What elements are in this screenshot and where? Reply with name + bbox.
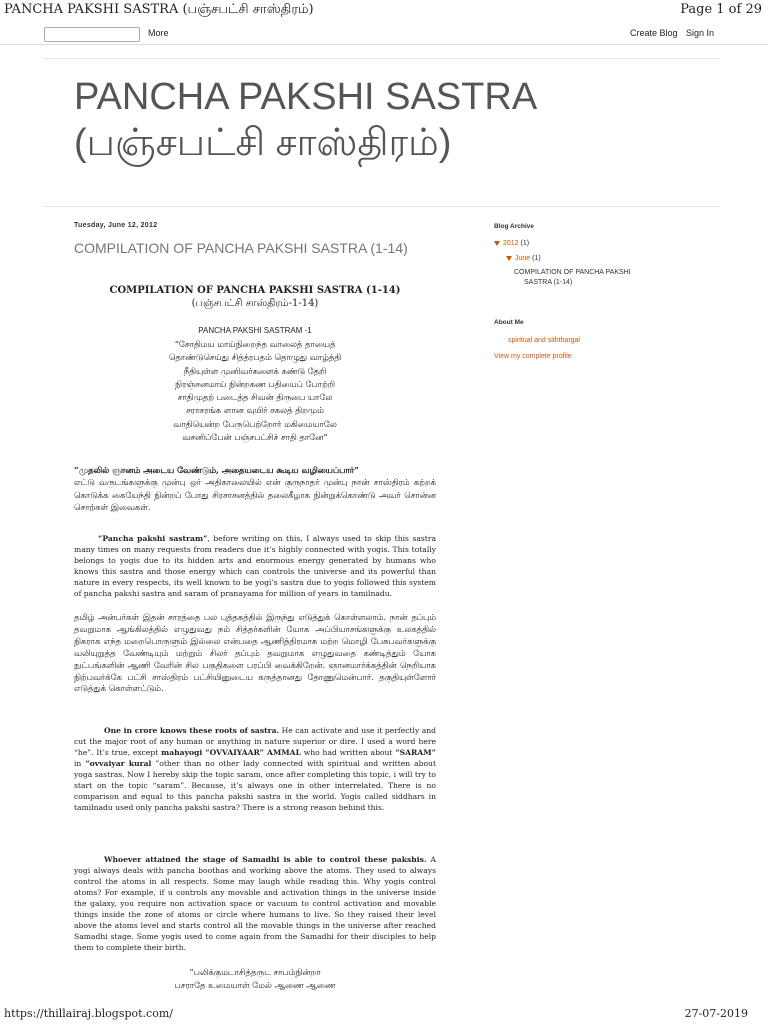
post-heading <box>74 284 436 310</box>
poem-line: வாதியென்ற பேருபெற்றோர் மகிமையாலே <box>173 418 337 429</box>
sign-in-link[interactable]: Sign In <box>686 28 715 38</box>
archive-month[interactable] <box>506 255 541 262</box>
ovvaiyar-kural-term: “ovvaiyar kural <box>85 759 152 768</box>
print-page-count: Page 1 of 29 <box>680 2 762 17</box>
more-link[interactable]: More <box>148 28 169 38</box>
blogger-navbar <box>0 22 768 45</box>
poem-line: வசனிப்பேன் பஞ்சபட்சிச் சாதி தானே” <box>182 432 328 443</box>
archive-year-link[interactable]: 2012 <box>503 240 519 247</box>
blog-title[interactable] <box>74 74 537 166</box>
blog-archive-heading: Blog Archive <box>494 223 534 230</box>
paragraph-3 <box>74 725 436 813</box>
paragraph-3-text-a: He can activate and use it perfectly and cut the major root of any human or anything in nature superior or dire. I used a word here “he”. It’s true, except <box>74 726 436 757</box>
expand-triangle-icon[interactable] <box>506 256 512 261</box>
post-heading-line1: COMPILATION OF PANCHA PAKSHI SASTRA (1-14) <box>109 285 401 296</box>
print-url: https://thillairaj.blogspot.com/ <box>4 1007 173 1020</box>
post-heading-line2: (பஞ்சபட்சி சாஸ்திரம்-1-14) <box>191 298 319 309</box>
poem-line: “சோதிமய மாய்நிறைந்த வாலைத் தாயைத் <box>174 339 336 349</box>
poem-2-line: “பலிக்குமடாசித்தருட சாபம்நின்றா <box>189 967 321 977</box>
print-header <box>0 0 768 20</box>
blog-title-line2: (பஞ்சபட்சி சாஸ்திரம்) <box>74 122 452 164</box>
archive-year[interactable] <box>494 240 529 247</box>
header-divider-top <box>44 58 720 59</box>
print-date: 27-07-2019 <box>684 1007 748 1020</box>
poem-line: தொண்டுசெய்து சித்த்ரபதம் தொழுது வாழ்த்தி <box>168 352 342 363</box>
poem <box>74 338 436 444</box>
saram-term: “SARAM” <box>395 748 437 757</box>
archive-year-count: (1) <box>520 240 530 247</box>
tamil-paragraph-2: தமிழ் அன்பர்கள் இதன் சாரத்தை பல புத்தகத்தில் இருந்து எடுத்துக் கொள்ளலாம். நான் தப்பும் தவறுமாக ஆங்கிலத்தில் எழுதுவது நம் சித்தர்களின் யோக அப்பியாசங்களுக்கு உலகத்தில் நிகராக எந்த மறைபொருளும் இல்லை என்பதை ஆணித்திரமாக மற்ற மொழி பேசுபவர்களுக்கு வலியுறுத்த வேண்டியும் மற்றும் சிலர் தப்பும் தவறுமாக எழுதுவதை கண்டித்தும் யோக நுட்பங்களின் ஆணி வேரின் சில பகுதிகளை பரப்பி வைக்கிறேன். ஞானமார்க்கத்தின் நெறியாக நிற்பவர்க்கே பட்சி சாஸ்திரம் பட்சியினுடைய கருத்தானது தோணுமென்பார். தகுதியுள்ளோர் எடுத்துக் கொள்ளட்டும். <box>74 612 436 694</box>
paragraph-1-lead: “Pancha pakshi sastram” <box>98 534 208 543</box>
paragraph-1-text: , before writing on this, I always used to skip this sastra many times on many requests from readers due it’s highly connected with yogis. This totally belongs to yogis due to its hidden arts and enormous energy generated by humans who knows this sastra and those energy which can controls the universe and its powerful than nature in every respects, its well known to be yogi’s sastra due to yogis followed this system of pancha pakshi sastra and saram of pranayama for million of years in tamilnadu. <box>74 534 436 598</box>
mahayogi-name: mahayogi “OVVAIYAAR” AMMAL <box>161 748 301 757</box>
poem-title: PANCHA PAKSHI SASTRAM -1 <box>198 326 312 335</box>
blog-title-line1: PANCHA PAKSHI SASTRA <box>74 76 538 118</box>
poem-2-line: பசராதே உமையாள் மேல் ஆணை ஆணை <box>174 980 336 990</box>
tamil-intro-quote: “முதலில் ஞானம் அடைய வேண்டும், அதையடைய கூடிய வழியைப்பார்” <box>74 465 359 475</box>
archive-month-count: (1) <box>532 255 541 262</box>
view-profile-link[interactable]: View my complete profile <box>494 353 572 360</box>
archive-post-link[interactable] <box>514 268 631 288</box>
paragraph-3-text-c: in <box>74 759 86 768</box>
poem-line: நிரஞ்சனமாய் நின்றகண பதியைப் போற்றி <box>175 378 335 389</box>
paragraph-4-lead: Whoever attained the stage of Samadhi is able to control these pakshis. <box>104 855 427 864</box>
paragraph-3-lead: One in crore knows these roots of sastra. <box>104 726 280 735</box>
archive-post-link-line2[interactable]: SASTRA (1-14) <box>524 279 573 286</box>
tamil-intro-text: எட்டு வருடங்களுக்கு முன்பு ஒர் அதிகாலையில் என் குருநாதர் முன்பு நான் சாஸ்திரம் கற்றக் கொடுக்க கையேந்தி நின்றப் போது சிரசாசனத்தில் தலைகீழாக நின்றுக்கொண்டு அவர் சொன்ன சொற்கள் இவைகள். <box>74 477 436 513</box>
create-blog-link[interactable]: Create Blog <box>630 28 678 38</box>
print-page-title: PANCHA PAKSHI SASTRA (பஞ்சபட்சி சாஸ்திரம்) <box>4 2 314 17</box>
tamil-intro <box>74 464 436 514</box>
paragraph-4-text: A yogi always deals with pancha boothas and working above the atoms. They used to always control the atoms in all respects. Some may laugh while reading this. Why yogis control atoms? For example, if u controls any movable and activation things in the universe inside the galaxy, you require non activation space or vacuum to control activation and movable things inside the zone of atoms or circle where humans to live. So they raised their level above the atoms level and starts control all the movable things in the universe after reached Samadhi stage. Some yogis used to come again from the Samadhi for their disciples to help them to complete their birth. <box>74 855 436 952</box>
paragraph-3-text-d: ”other than no other lady connected with spiritual and written about yoga sastras. Now I hereby skip the topic saram, once after completing this topic, i will try to start on the topic “saram”. Because, it’s always one in other interrelated. There is no comparison and equal to this pancha pakshi sastra in the world. Yogis called siddhars in tamilnadu used only pancha pakshi sastra? There is a strong reason behind this. <box>74 759 436 812</box>
post-title[interactable]: COMPILATION OF PANCHA PAKSHI SASTRA (1-14) <box>74 240 408 256</box>
search-input[interactable] <box>44 27 140 42</box>
paragraph-4 <box>74 854 436 953</box>
poem-line: சராசரங்க ளான வுயிர் சகலத் திறமும் <box>186 405 324 416</box>
poem-2 <box>74 966 436 992</box>
paragraph-1 <box>74 533 436 599</box>
paragraph-3-text-b: who had written about <box>300 748 396 757</box>
about-me-heading: About Me <box>494 319 524 326</box>
expand-triangle-icon[interactable] <box>494 241 500 246</box>
header-divider-bottom <box>44 206 720 207</box>
about-name-link[interactable]: spiritual and siththargal <box>508 337 580 344</box>
post-date: Tuesday, June 12, 2012 <box>74 222 158 229</box>
poem-line: நீதியுள்ள முனிவர்களைக் கண்டு தேறி <box>183 365 327 376</box>
archive-month-link[interactable]: June <box>515 255 531 262</box>
archive-post-link-line1[interactable]: COMPILATION OF PANCHA PAKSHI <box>514 269 631 276</box>
poem-line: சாதிமுதற் படைத்த சிவன் திருபை யாலே <box>177 392 333 403</box>
